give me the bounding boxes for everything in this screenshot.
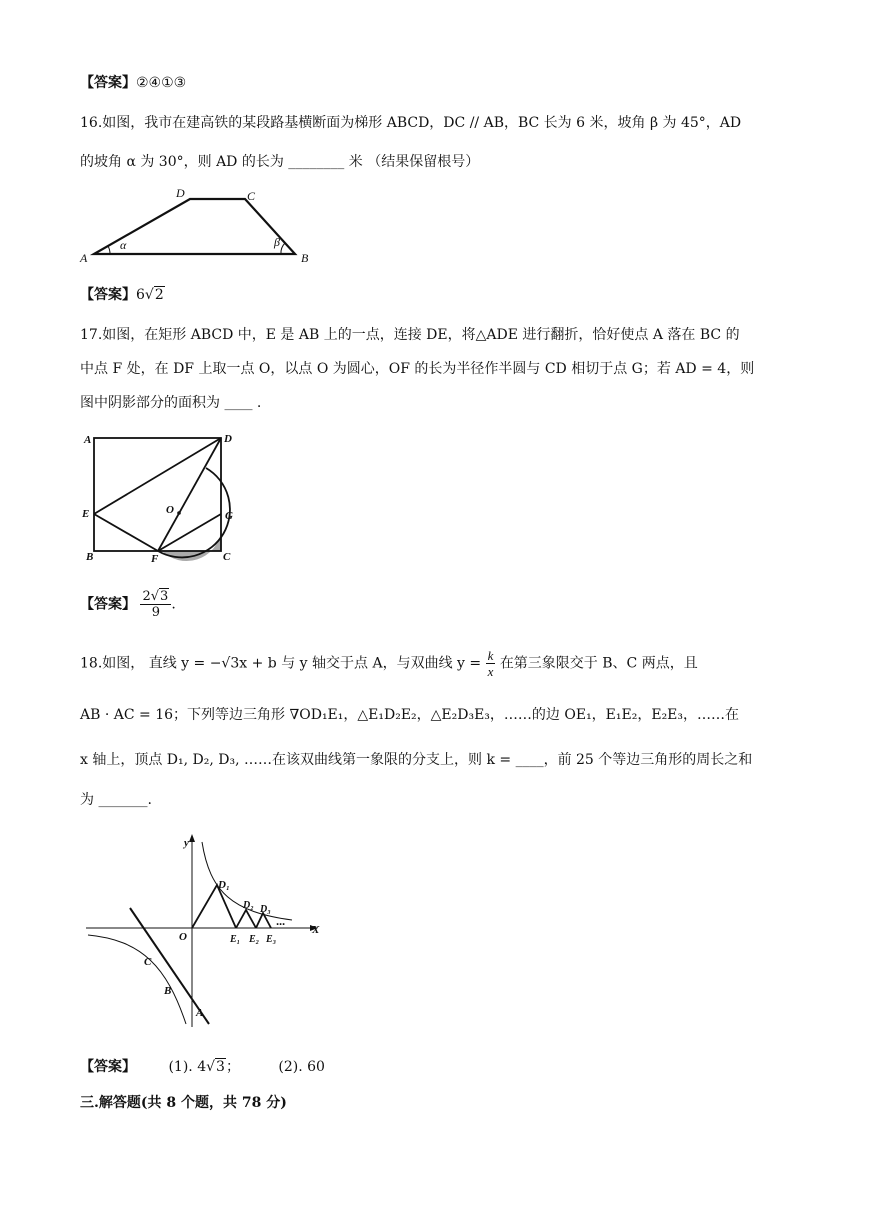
label-O: O xyxy=(166,504,174,516)
answer-part1-prefix: (1). xyxy=(168,1059,193,1075)
label-D2: D₂ xyxy=(243,900,254,911)
q17-line1: 17.如图，在矩形 ABCD 中，E 是 AB 上的一点，连接 DE，将△ADE 进行翻折，恰好使点 A 落在 BC 的 xyxy=(80,327,740,343)
label-C: C xyxy=(247,189,256,203)
q18-line1 xyxy=(80,648,698,679)
label-E3: E₃ xyxy=(266,934,277,945)
label-D: D xyxy=(176,186,185,200)
label-D3: D₃ xyxy=(260,904,271,915)
label-A: A xyxy=(84,434,92,446)
q18-line4: 为 _______. xyxy=(80,792,152,808)
section-3-heading: 三.解答题(共 8 个题，共 78 分) xyxy=(80,1095,287,1111)
answer-num-coef: 2 xyxy=(142,589,151,604)
label-B: B xyxy=(301,251,309,265)
label-X: X xyxy=(312,924,320,936)
answer-den: 9 xyxy=(151,605,161,620)
answer-text: ②④①③ xyxy=(136,75,187,91)
label-D1: D₁ xyxy=(218,879,230,891)
label-E: E xyxy=(82,508,90,520)
q18-line3: x 轴上，顶点 D₁, D₂, D₃, ……在该双曲线第一象限的分支上，则 k = ____，前 25 个等边三角形的周长之和 xyxy=(80,752,753,768)
label-y: y xyxy=(184,837,189,849)
answer-tail: . xyxy=(171,596,176,613)
label-F: F xyxy=(151,553,159,565)
label-C: C xyxy=(223,551,231,563)
label-alpha: α xyxy=(120,238,127,252)
label-beta: β xyxy=(274,235,280,249)
q17-line3: 图中阴影部分的面积为 ____ . xyxy=(80,395,262,411)
answer-15 xyxy=(80,73,186,93)
label-C: C xyxy=(144,956,152,968)
label-A: A xyxy=(196,1007,204,1019)
q18-line1b: 在第三象限交于 B、C 两点，且 xyxy=(499,655,698,672)
label-G: G xyxy=(225,510,233,522)
q16-line1: 16.如图，我市在建高铁的某段路基横断面为梯形 ABCD，DC // AB，BC 长为 6 米，坡角 β 为 45°，AD xyxy=(80,115,742,131)
label-E1: E₁ xyxy=(230,934,241,945)
answer-num-rad: 3 xyxy=(160,589,169,604)
hyperbola-figure xyxy=(82,832,332,1032)
answer-fraction: $\frac{2√3}{9}$ xyxy=(140,589,171,620)
answer-label: 【答案】 xyxy=(80,75,136,91)
q18-line2: AB · AC = 16；下列等边三角形 ∇OD₁E₁，△E₁D₂E₂，△E₂D₃E₃，……的边 OE₁，E₁E₂，E₂E₃，……在 xyxy=(80,707,740,723)
answer-radicand: 2 xyxy=(154,287,164,303)
label-E2: E₂ xyxy=(249,934,260,945)
frac-num: k xyxy=(487,648,494,663)
q18-fraction xyxy=(486,648,496,679)
answer-label: 【答案】 xyxy=(80,1059,136,1075)
answer-part1-coef: 4 xyxy=(197,1059,207,1075)
q17-answer xyxy=(80,589,176,620)
answer-part2: (2). 60 xyxy=(278,1059,325,1075)
label-D: D xyxy=(224,433,232,445)
q16-line2: 的坡角 α 为 30°，则 AD 的长为 ________ 米 （结果保留根号） xyxy=(80,154,480,170)
label-B: B xyxy=(86,551,94,563)
q17-line2: 中点 F 处，在 DF 上取一点 O，以点 O 为圆心，OF 的长为半径作半圆与 CD 相切于点 G；若 AD = 4，则 xyxy=(80,361,755,377)
answer-coef: 6 xyxy=(136,287,145,303)
trapezoid-figure xyxy=(70,180,330,270)
q16-answer: 【答案】6√2 xyxy=(80,287,164,303)
q18-answer: 【答案】 (1). 4√3； (2). 60 xyxy=(80,1059,325,1075)
rectangle-figure xyxy=(78,428,253,566)
label-A: A xyxy=(80,251,88,265)
answer-label: 【答案】 xyxy=(80,287,136,303)
answer-part1-rad: 3 xyxy=(216,1059,225,1075)
label-dots: ··· xyxy=(276,917,285,931)
label-O: O xyxy=(179,931,187,943)
frac-den: x xyxy=(487,664,494,679)
label-B: B xyxy=(164,985,172,997)
answer-part1-suffix: ； xyxy=(225,1059,240,1075)
answer-label: 【答案】 xyxy=(80,596,136,613)
q18-line1a: 18.如图， 直线 y = −√3x + b 与 y 轴交于点 A，与双曲线 y = xyxy=(80,655,482,672)
